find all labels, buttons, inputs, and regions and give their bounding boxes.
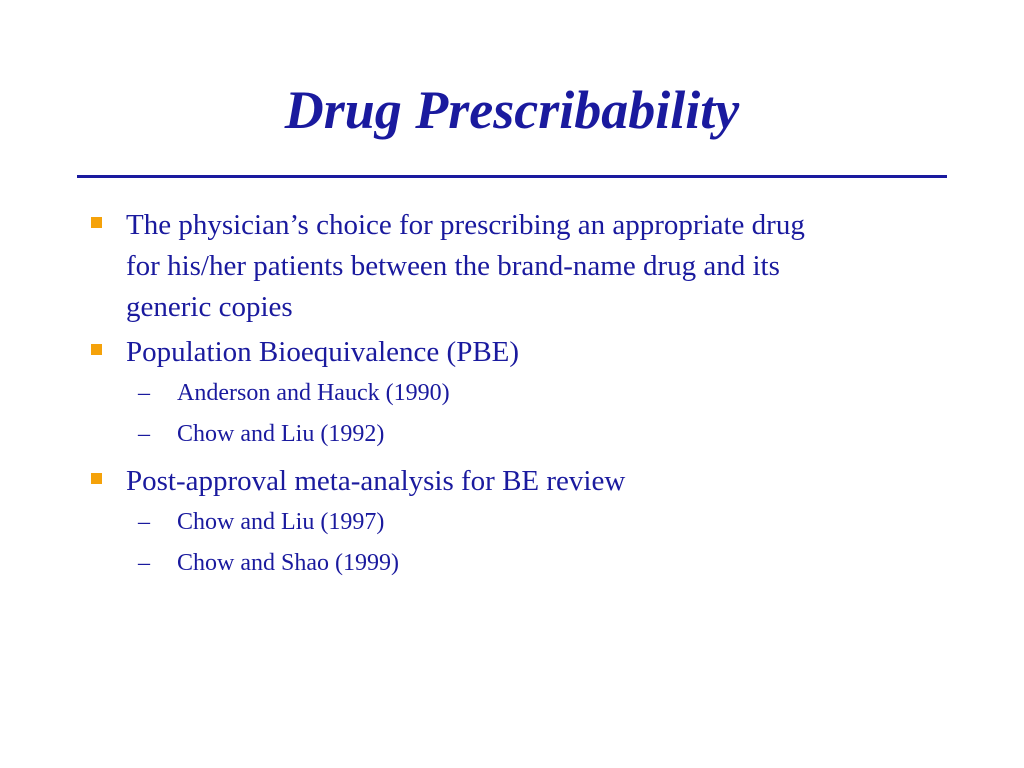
square-bullet-icon [91, 344, 102, 355]
bullet-line: generic copies [126, 291, 293, 323]
sub-bullet-item [88, 543, 948, 584]
sub-bullet-text: Chow and Liu (1997) [177, 509, 385, 535]
square-bullet-icon [91, 473, 102, 484]
slide-body [88, 205, 948, 584]
bullet-line: for his/her patients between the brand-name drug and its [126, 250, 780, 282]
sub-bullet-text: Chow and Liu (1992) [177, 421, 385, 447]
bullet-item [88, 332, 948, 373]
slide-title: Drug Prescribability [284, 80, 740, 140]
dash-icon: – [138, 550, 150, 576]
square-bullet-icon [91, 217, 102, 228]
dash-icon: – [138, 380, 150, 406]
bullet-line: The physician’s choice for prescribing an appropriate drug [126, 209, 805, 241]
sub-bullet-item [88, 373, 948, 414]
bullet-text: Post-approval meta-analysis for BE review [126, 465, 626, 497]
bullet-text: Population Bioequivalence (PBE) [126, 336, 520, 368]
sub-bullet-item [88, 414, 948, 455]
dash-icon: – [138, 421, 150, 447]
bullet-item [88, 461, 948, 502]
bullet-item [88, 205, 948, 328]
sub-bullet-text: Chow and Shao (1999) [177, 550, 399, 576]
sub-bullet-item [88, 502, 948, 543]
dash-icon: – [138, 509, 150, 535]
sub-bullet-text: Anderson and Hauck (1990) [177, 380, 450, 406]
title-divider [77, 175, 947, 178]
